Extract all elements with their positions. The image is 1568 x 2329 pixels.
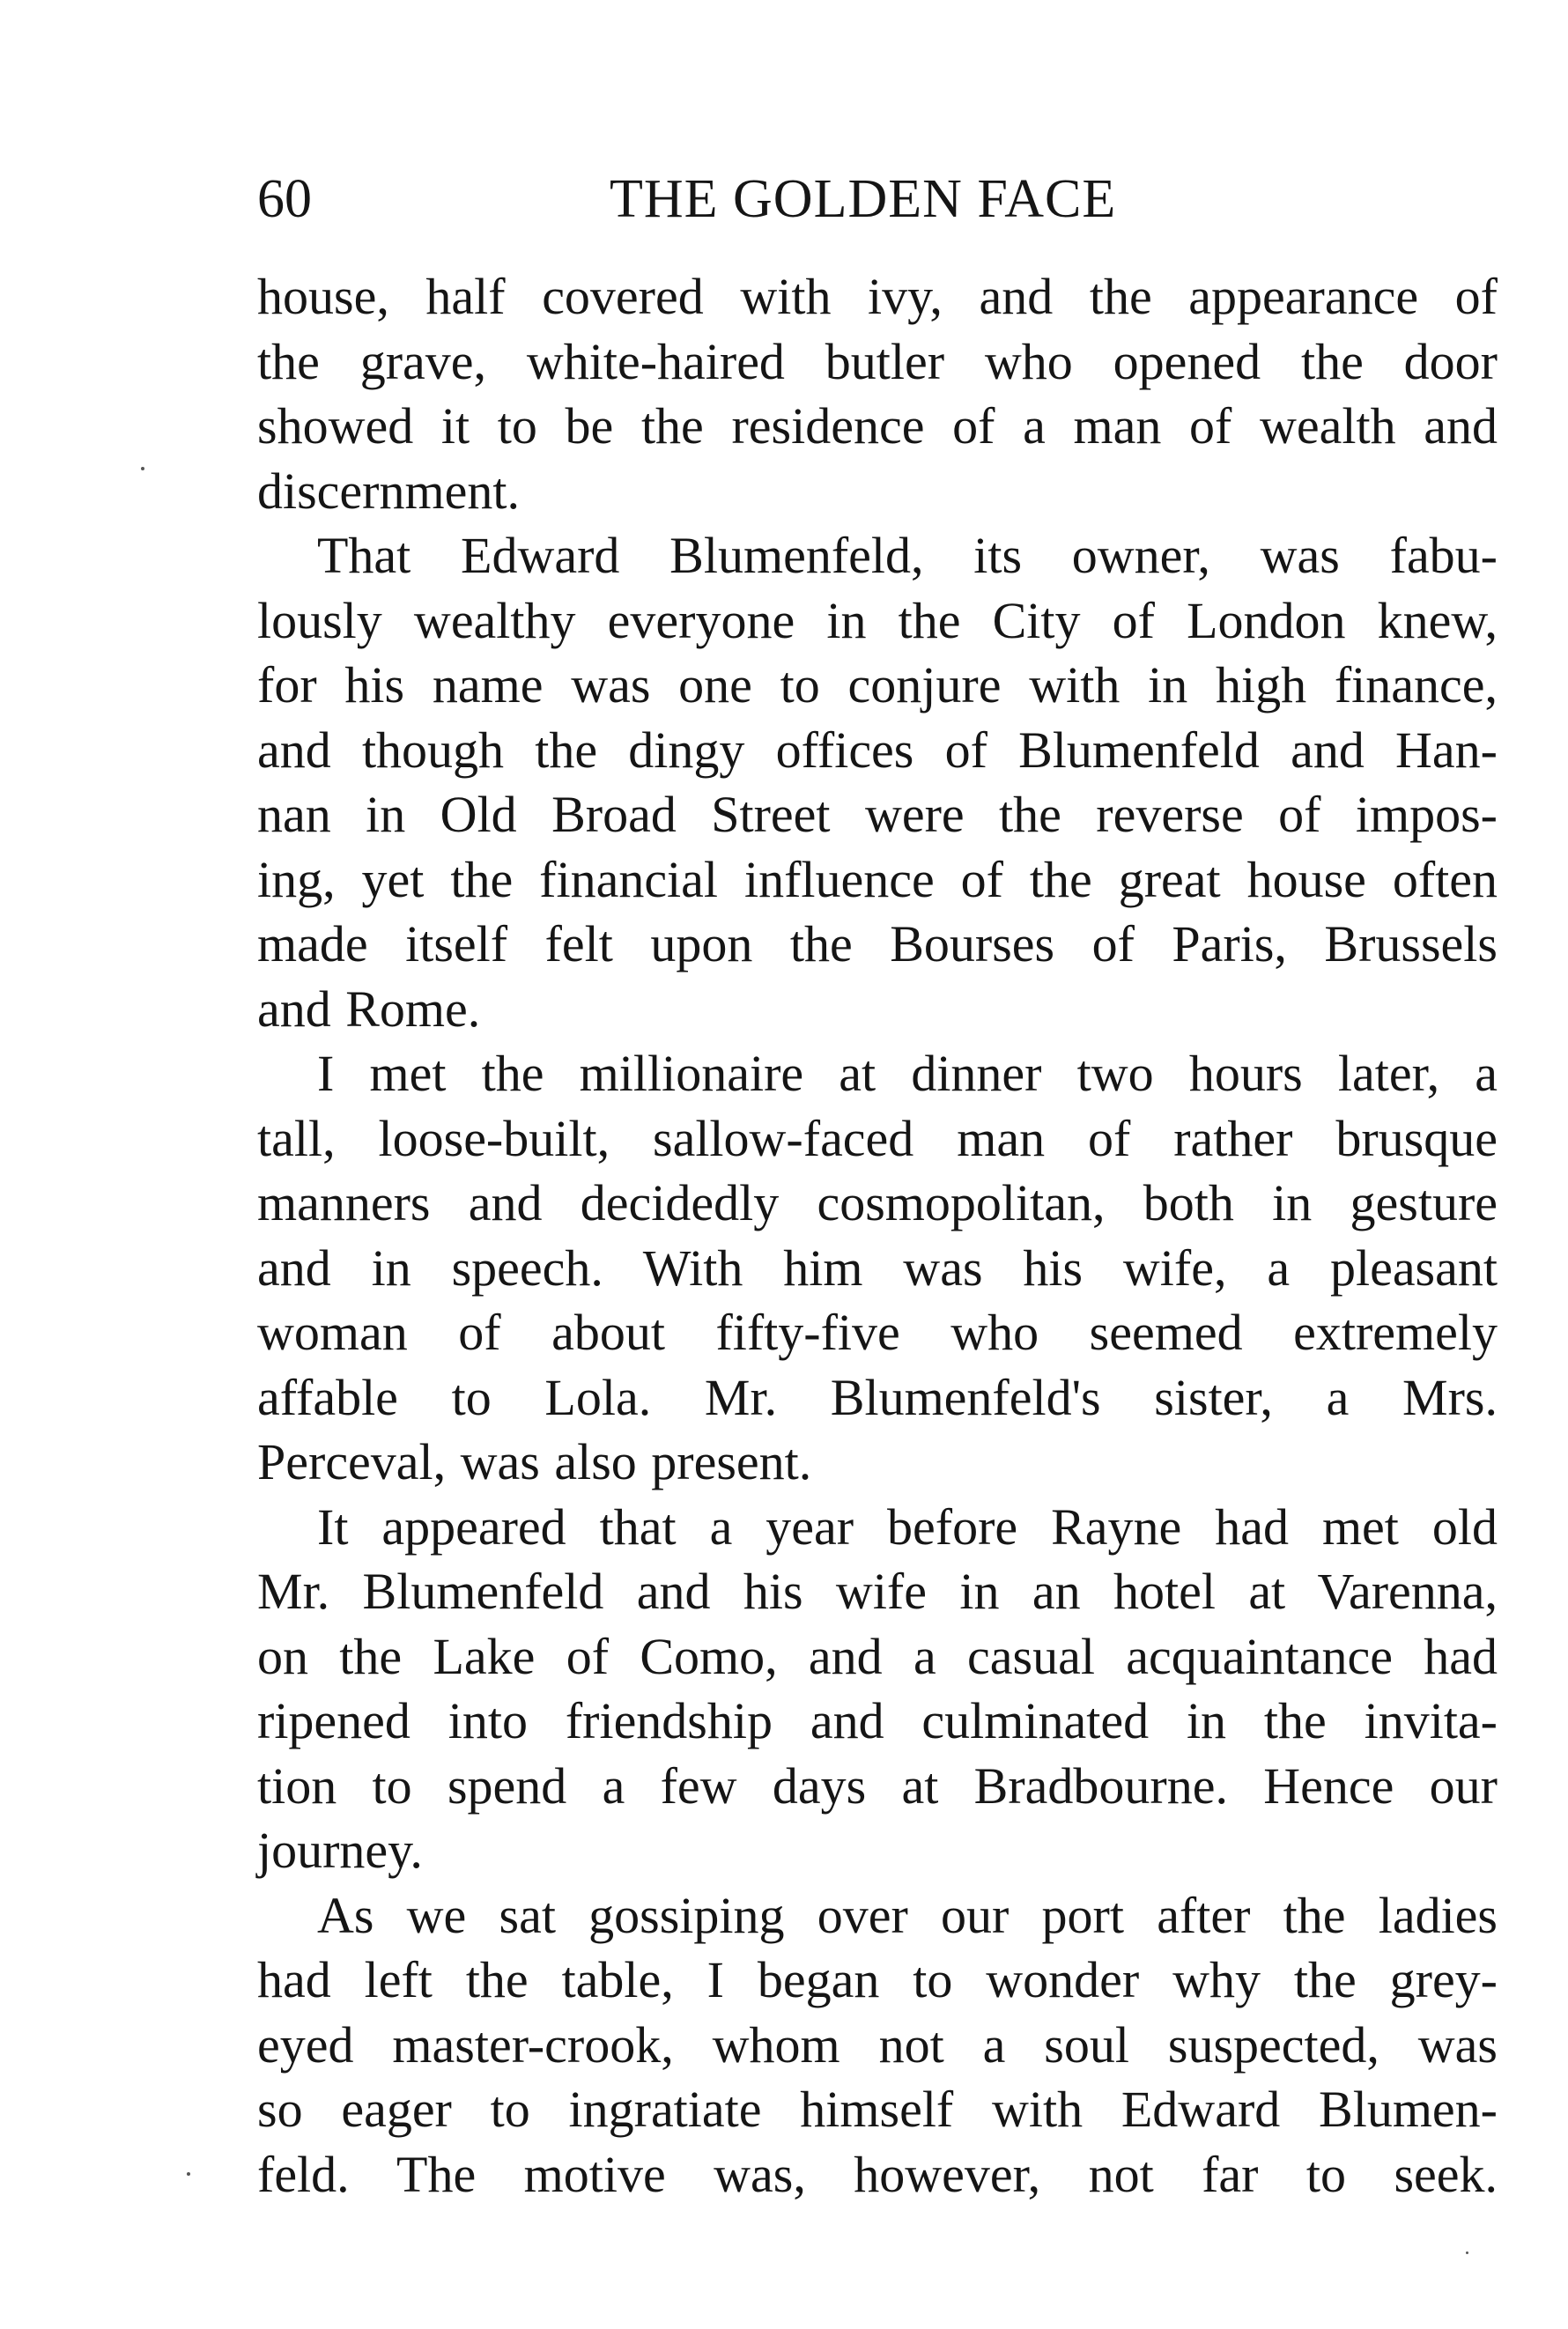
text-line: journey. [257, 1822, 423, 1879]
running-title: THE GOLDEN FACE [610, 169, 1117, 229]
text-line: feld. The motive was, however, not far to seek. [257, 2145, 1498, 2203]
page-header [257, 164, 1490, 234]
text-line: manners and decidedly cosmopolitan, both in gesture [257, 1174, 1498, 1231]
body-text [257, 264, 1498, 2207]
text-line: made itself felt upon the Bourses of Paris, Brussels [257, 915, 1498, 972]
text-line: As we sat gossiping over our port after the ladies [317, 1886, 1498, 1944]
text-line: tall, loose-built, sallow-faced man of rather brusque [257, 1109, 1498, 1167]
text-line: and though the dingy offices of Blumenfeld and Han- [257, 721, 1498, 779]
scan-speck [187, 2172, 190, 2176]
text-line: I met the millionaire at dinner two hours later, a [317, 1045, 1498, 1102]
scan-speck [1466, 2251, 1468, 2254]
text-line: house, half covered with ivy, and the appearance of [257, 268, 1498, 325]
scan-speck [141, 467, 144, 470]
text-line: and Rome. [257, 980, 481, 1038]
text-line: woman of about fifty-five who seemed extremely [257, 1304, 1498, 1361]
text-line: ing, yet the financial influence of the great house often [257, 850, 1498, 908]
text-line: Perceval, was also present. [257, 1433, 812, 1490]
text-line: the grave, white-haired butler who opened the door [257, 332, 1498, 390]
text-line: That Edward Blumenfeld, its owner, was fabu- [317, 527, 1498, 584]
text-line: discernment. [257, 462, 520, 520]
text-line: eyed master-crook, whom not a soul suspected, was [257, 2015, 1498, 2074]
text-line: lously wealthy everyone in the City of London knew, [257, 591, 1498, 649]
text-line: tion to spend a few days at Bradbourne. Hence our [257, 1756, 1498, 1815]
text-line: affable to Lola. Mr. Blumenfeld's sister, a Mrs. [257, 1368, 1498, 1426]
text-line: so eager to ingratiate himself with Edward Blumen- [257, 2081, 1498, 2138]
text-line: showed it to be the residence of a man of wealth and [257, 397, 1498, 455]
text-line: had left the table, I began to wonder why the grey- [257, 1951, 1498, 2008]
page-number: 60 [257, 169, 312, 229]
text-line: It appeared that a year before Rayne had met old [317, 1497, 1498, 1556]
text-line: ripened into friendship and culminated in the invita- [257, 1692, 1498, 1749]
text-line: nan in Old Broad Street were the reverse of impos- [257, 786, 1498, 843]
text-line: on the Lake of Como, and a casual acquaintance had [257, 1627, 1498, 1685]
text-line: for his name was one to conjure with in high finance, [257, 656, 1498, 713]
text-line: Mr. Blumenfeld and his wife in an hotel at Varenna, [257, 1563, 1498, 1620]
text-line: and in speech. With him was his wife, a pleasant [257, 1238, 1498, 1297]
